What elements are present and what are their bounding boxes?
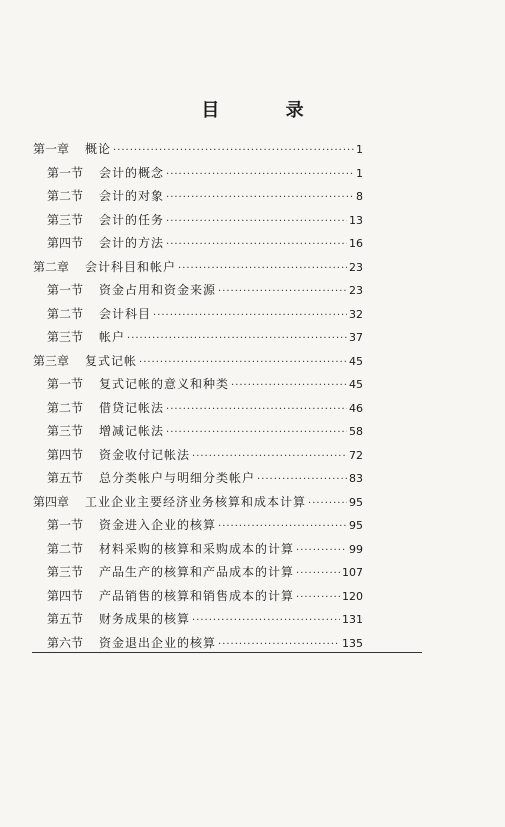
section-title: 产品销售的核算和销售成本的计算 bbox=[99, 588, 295, 603]
page-number: 120 bbox=[342, 589, 363, 603]
section-number: 第四节 bbox=[47, 447, 84, 462]
page-number: 23 bbox=[349, 260, 363, 274]
section-number: 第二节 bbox=[47, 541, 84, 556]
section-title: 资金收付记帐法 bbox=[99, 447, 191, 462]
dot-leader bbox=[178, 263, 347, 274]
section-number: 第二节 bbox=[47, 306, 84, 321]
toc-chapter-entry bbox=[33, 258, 363, 282]
section-title: 资金退出企业的核算 bbox=[99, 635, 217, 650]
section-number: 第三节 bbox=[47, 565, 84, 579]
page-number: 45 bbox=[349, 378, 363, 391]
section-title: 会计的任务 bbox=[99, 212, 165, 227]
dot-leader bbox=[192, 615, 340, 626]
dot-leader bbox=[166, 216, 347, 227]
toc-chapter-entry bbox=[33, 140, 363, 164]
section-number: 第六节 bbox=[47, 635, 84, 650]
toc-section-entry bbox=[33, 187, 363, 211]
toc-section-entry bbox=[33, 540, 363, 564]
page-number: 13 bbox=[349, 213, 363, 227]
chapter-title: 会计科目和帐户 bbox=[85, 259, 177, 274]
dot-leader bbox=[166, 192, 354, 203]
dot-leader bbox=[166, 404, 347, 415]
section-title: 会计的方法 bbox=[99, 236, 165, 250]
section-title: 借贷记帐法 bbox=[99, 400, 165, 415]
section-title: 资金进入企业的核算 bbox=[99, 518, 217, 532]
dot-leader bbox=[296, 545, 347, 556]
toc-chapter-entry bbox=[33, 493, 363, 517]
dot-leader bbox=[308, 498, 347, 509]
section-title: 财务成果的核算 bbox=[99, 612, 191, 626]
dot-leader bbox=[166, 239, 347, 250]
page-number: 16 bbox=[349, 237, 363, 250]
section-number: 第一节 bbox=[47, 165, 84, 180]
section-number: 第一节 bbox=[47, 518, 84, 532]
section-title: 会计科目 bbox=[99, 306, 152, 321]
toc-section-entry bbox=[33, 328, 363, 352]
page-number: 107 bbox=[342, 566, 363, 579]
dot-leader bbox=[231, 380, 347, 391]
section-number: 第一节 bbox=[47, 283, 84, 297]
page-number: 23 bbox=[349, 284, 363, 297]
page-number: 32 bbox=[349, 307, 363, 321]
dot-leader bbox=[218, 521, 347, 532]
dot-leader bbox=[153, 310, 347, 321]
section-title: 总分类帐户与明细分类帐户 bbox=[99, 471, 256, 485]
section-number: 第五节 bbox=[47, 471, 84, 485]
dot-leader bbox=[257, 474, 347, 485]
toc-section-entry bbox=[33, 281, 363, 305]
page-number: 95 bbox=[349, 495, 363, 509]
bottom-rule bbox=[32, 652, 422, 653]
toc-chapter-entry bbox=[33, 352, 363, 376]
toc-section-entry bbox=[33, 375, 363, 399]
section-title: 增减记帐法 bbox=[99, 424, 165, 438]
dot-leader bbox=[218, 286, 347, 297]
chapter-title: 复式记帐 bbox=[85, 353, 138, 368]
toc-section-entry bbox=[33, 587, 363, 611]
toc-section-entry bbox=[33, 399, 363, 423]
chapter-number: 第二章 bbox=[33, 259, 70, 274]
chapter-number: 第三章 bbox=[33, 353, 70, 368]
dot-leader bbox=[166, 427, 347, 438]
page-number: 83 bbox=[349, 472, 363, 485]
dot-leader bbox=[113, 145, 354, 156]
page-number: 1 bbox=[356, 143, 363, 156]
page-number: 46 bbox=[349, 401, 363, 415]
section-number: 第一节 bbox=[47, 377, 84, 391]
chapter-number: 第四章 bbox=[33, 494, 70, 509]
section-number: 第五节 bbox=[47, 612, 84, 626]
section-number: 第四节 bbox=[47, 588, 84, 603]
toc-section-entry bbox=[33, 446, 363, 470]
dot-leader bbox=[127, 333, 347, 344]
dot-leader bbox=[218, 639, 340, 650]
section-number: 第三节 bbox=[47, 330, 84, 344]
page-number: 37 bbox=[349, 331, 363, 344]
page-number: 45 bbox=[349, 354, 363, 368]
toc-section-entry bbox=[33, 211, 363, 235]
section-title: 资金占用和资金来源 bbox=[99, 283, 217, 297]
toc-section-entry bbox=[33, 516, 363, 540]
section-title: 会计的对象 bbox=[99, 189, 165, 203]
toc-section-entry bbox=[33, 563, 363, 587]
toc-section-entry bbox=[33, 422, 363, 446]
toc-section-entry bbox=[33, 234, 363, 258]
page-number: 58 bbox=[349, 425, 363, 438]
section-number: 第三节 bbox=[47, 212, 84, 227]
section-title: 产品生产的核算和产品成本的计算 bbox=[99, 565, 295, 579]
page-number: 131 bbox=[342, 613, 363, 626]
section-title: 材料采购的核算和采购成本的计算 bbox=[99, 541, 295, 556]
chapter-title: 概论 bbox=[85, 142, 112, 156]
section-title: 帐户 bbox=[99, 330, 126, 344]
section-title: 会计的概念 bbox=[99, 165, 165, 180]
toc-section-entry bbox=[33, 164, 363, 188]
page-number: 1 bbox=[356, 166, 363, 180]
toc-section-entry bbox=[33, 610, 363, 634]
toc-section-entry bbox=[33, 634, 363, 658]
page-number: 8 bbox=[356, 190, 363, 203]
dot-leader bbox=[192, 451, 347, 462]
page-title: 目 录 bbox=[201, 100, 334, 121]
section-title: 复式记帐的意义和种类 bbox=[99, 377, 230, 391]
page-number: 99 bbox=[349, 542, 363, 556]
section-number: 第二节 bbox=[47, 189, 84, 203]
page-number: 72 bbox=[349, 448, 363, 462]
page-number: 95 bbox=[349, 519, 363, 532]
table-of-contents bbox=[33, 140, 363, 657]
page-number: 135 bbox=[342, 636, 363, 650]
dot-leader bbox=[296, 568, 340, 579]
section-number: 第二节 bbox=[47, 400, 84, 415]
section-number: 第四节 bbox=[47, 236, 84, 250]
toc-section-entry bbox=[33, 469, 363, 493]
dot-leader bbox=[139, 357, 347, 368]
section-number: 第三节 bbox=[47, 424, 84, 438]
chapter-number: 第一章 bbox=[33, 142, 70, 156]
dot-leader bbox=[296, 592, 340, 603]
toc-section-entry bbox=[33, 305, 363, 329]
chapter-title: 工业企业主要经济业务核算和成本计算 bbox=[85, 494, 307, 509]
dot-leader bbox=[166, 169, 354, 180]
